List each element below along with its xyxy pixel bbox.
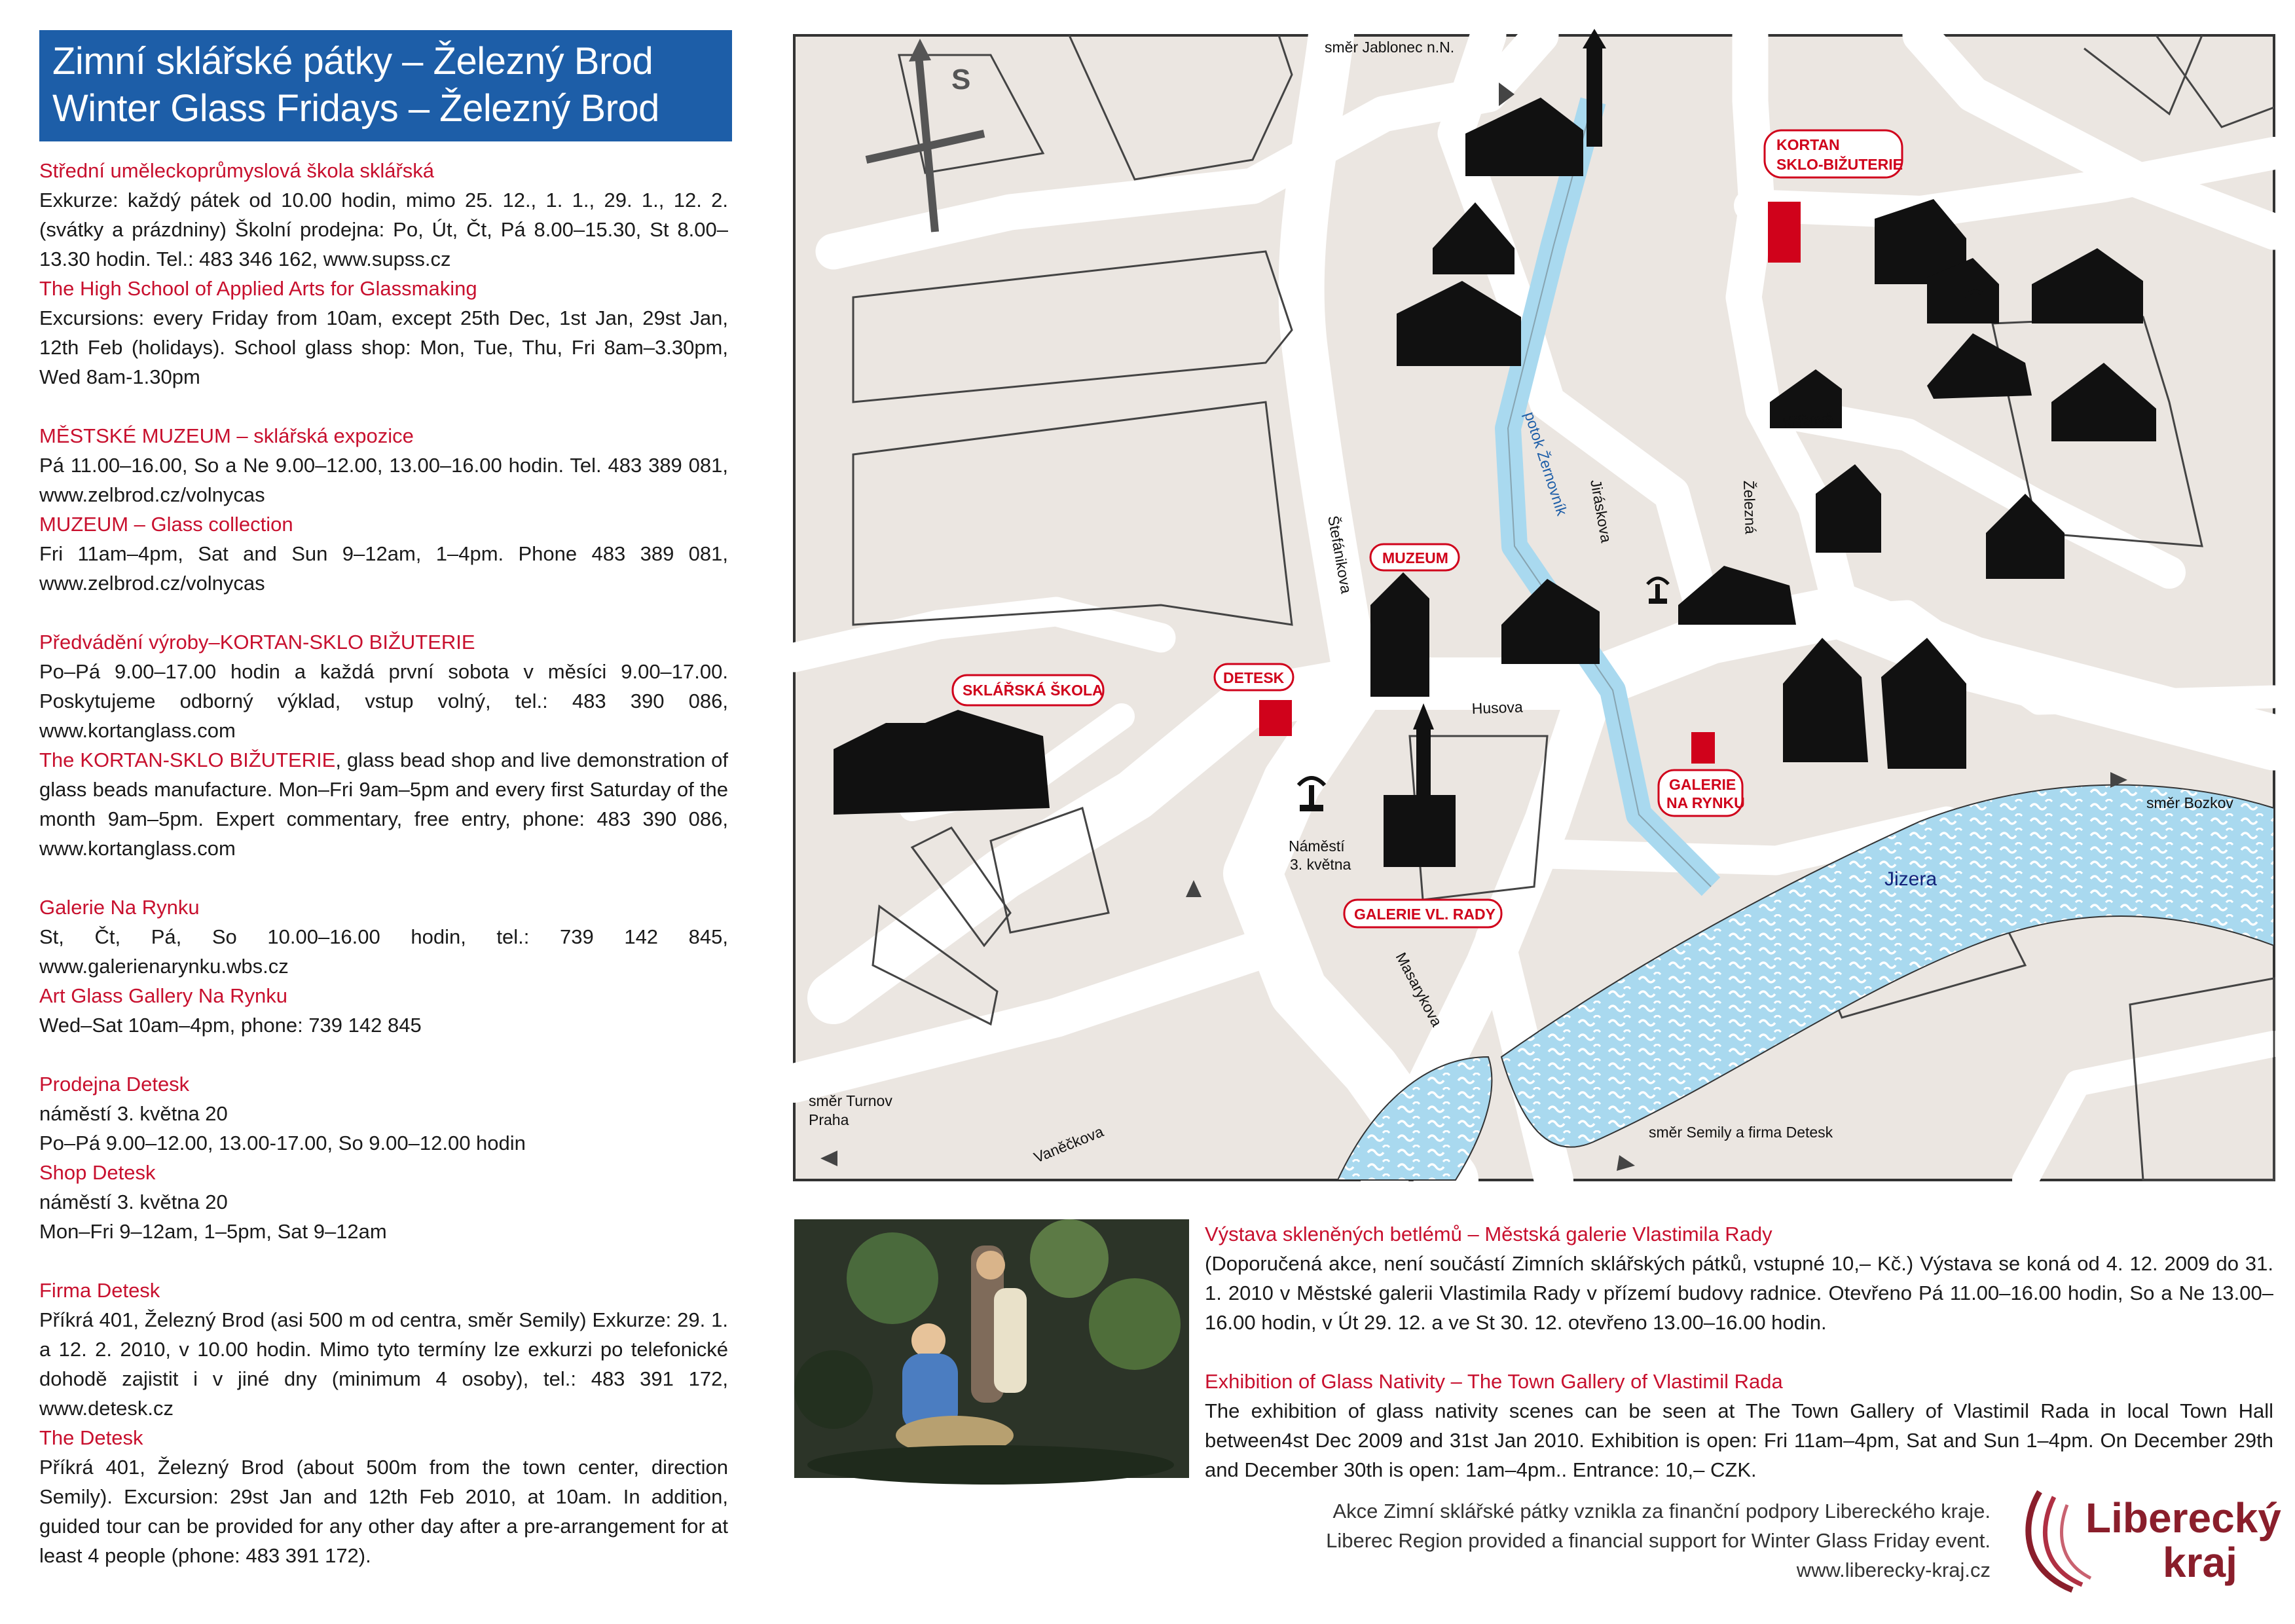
street-masarykova: Masarykova — [1392, 950, 1446, 1029]
street-jiraskova: Jiráskova — [1587, 478, 1615, 544]
poi-skola-label[interactable] — [953, 675, 1103, 705]
exhibition-heading-cz: Výstava skleněných betlémů – Městská galerie Vlastimila Rady — [1205, 1223, 1772, 1246]
section-heading-cz: Galerie Na Rynku — [39, 896, 200, 919]
section-text-en: Excursions: every Friday from 10am, except 25th Dec, 1st Jan, 29st Jan, 12th Feb (holidays). School glass shop: Mon, Tue, Thu, Fri 8am–3.30pm, Wed 8am-1.30pm — [39, 306, 728, 388]
logo-text-1: Liberecký — [2085, 1494, 2281, 1541]
street-vaneckova: Vaněčkova — [1031, 1122, 1106, 1166]
river-label: Jizera — [1884, 868, 1937, 890]
funding-url[interactable]: www.liberecky-kraj.cz — [1796, 1559, 1991, 1581]
section-glass-school — [39, 156, 728, 392]
poi-kortan-marker[interactable] — [1768, 202, 1801, 263]
section-text-en-rest: , glass bead shop and live demonstration of glass beads manufacture. Mon–Fri 9am–5pm and every first Saturday of the month 9am–5pm. Expert commentary, free entry, phone: 483 390 086, www.kortanglass.com — [39, 748, 728, 860]
nativity-photo — [794, 1219, 1189, 1478]
exhibition-text-en: The exhibition of glass nativity scenes can be seen at The Town Gallery of Vlastimil Rada in local Town Hall between4st Dec 2009 and 31st Jan 2010. Exhibition is open: Fri 11am–4pm, Sat and Sun 1–4pm. On December 29th and December 30th is open: 1am–4pm.. Entrance: 10,– CZK. — [1205, 1399, 2273, 1481]
section-text-en — [39, 745, 728, 863]
exhibition-info — [1205, 1219, 2273, 1485]
street-husova: Husova — [1471, 698, 1524, 717]
street-krizova: Křížová — [1781, 409, 1835, 432]
street-zelezna: Železná — [1740, 480, 1759, 534]
compass-label: S — [951, 64, 971, 96]
svg-text:SKLÁŘSKÁ ŠKOLA: SKLÁŘSKÁ ŠKOLA — [963, 682, 1103, 699]
section-text-cz: náměstí 3. května 20 Po–Pá 9.00–12.00, 13.00-17.00, So 9.00–12.00 hodin — [39, 1102, 526, 1154]
section-museum — [39, 421, 728, 598]
poi-detesk-marker[interactable] — [1259, 700, 1292, 736]
section-heading-cz: Prodejna Detesk — [39, 1073, 190, 1096]
logo-text-2: kraj — [2163, 1539, 2237, 1586]
poi-muzeum-label[interactable] — [1370, 544, 1459, 570]
poi-rady-label[interactable] — [1344, 900, 1501, 927]
section-text-en: náměstí 3. května 20 Mon–Fri 9–12am, 1–5pm, Sat 9–12am — [39, 1190, 387, 1243]
section-text-en: Fri 11am–4pm, Sat and Sun 9–12am, 1–4pm. Phone 483 389 081, www.zelbrod.cz/volnycas — [39, 542, 728, 595]
funding-line-en: Liberec Region provided a financial support for Winter Glass Friday event. — [1326, 1529, 1991, 1552]
exhibition-text-cz: (Doporučená akce, není součástí Zimních sklářských pátků, vstupné 10,– Kč.) Výstava se koná od 4. 12. 2009 do 31. 1. 2010 v Městské galerii Vlastimila Rady v přízemí budovy radnice. Otevřeno Pá 11.00–16.00 hodin, So a Ne 13.00–16.00 hodin, v Út 29. 12. a ve St 30. 12. otevřeno 13.00–16.00 hodin. — [1205, 1252, 2273, 1334]
poi-kortan-label[interactable] — [1765, 130, 1903, 177]
direction-semily: směr Semily a firma Detesk — [1649, 1124, 1833, 1141]
funding-note — [1205, 1496, 1991, 1585]
direction-bozkov: směr Bozkov — [2146, 794, 2233, 811]
section-heading-en: MUZEUM – Glass collection — [39, 513, 293, 536]
liberecky-kraj-logo — [2013, 1485, 2281, 1596]
poi-detesk-label[interactable] — [1215, 664, 1293, 690]
square-label-2: 3. května — [1290, 856, 1351, 873]
exhibition-heading-en: Exhibition of Glass Nativity – The Town Gallery of Vlastimil Rada — [1205, 1370, 1783, 1393]
section-text-en: Wed–Sat 10am–4pm, phone: 739 142 845 — [39, 1014, 422, 1037]
svg-text:GALERIE: GALERIE — [1669, 776, 1736, 793]
poi-rynku-marker[interactable] — [1691, 732, 1715, 764]
section-heading-cz: Firma Detesk — [39, 1279, 160, 1302]
venue-list — [39, 156, 728, 1600]
town-map — [794, 35, 2274, 1180]
svg-text:MUZEUM: MUZEUM — [1382, 549, 1448, 566]
section-text-cz: St, Čt, Pá, So 10.00–16.00 hodin, tel.: 739 142 845, www.galerienarynku.wbs.cz — [39, 925, 728, 978]
section-kortan — [39, 627, 728, 863]
section-heading-en: The Detesk — [39, 1426, 143, 1449]
funding-line-cz: Akce Zimní sklářské pátky vznikla za finanční podpory Libereckého kraje. — [1332, 1500, 1991, 1522]
section-heading-cz: Střední uměleckoprůmyslová škola sklářská — [39, 159, 435, 182]
section-shop-detesk — [39, 1069, 728, 1246]
svg-text:SKLO-BIŽUTERIE: SKLO-BIŽUTERIE — [1776, 156, 1903, 173]
svg-text:DETESK: DETESK — [1223, 669, 1285, 686]
direction-praha: Praha — [809, 1111, 849, 1128]
section-firm-detesk — [39, 1276, 728, 1570]
section-heading-en: The KORTAN-SKLO BIŽUTERIE — [39, 748, 336, 771]
section-text-cz: Příkrá 401, Železný Brod (asi 500 m od centra, směr Semily) Exkurze: 29. 1. a 12. 2. 2010, v 10.00 hodin. Mimo tyto termíny lze exkurzi po telefonické dohodě zajistit i v jiné dny (minimum 4 osoby), tel.: 483 391 172, www.detesk.cz — [39, 1308, 728, 1420]
section-text-cz: Po–Pá 9.00–17.00 hodin a každá první sobota v měsíci 9.00–17.00. Poskytujeme odborný výklad, vstup volný, tel.: 483 390 086, www.kortanglass.com — [39, 660, 728, 742]
direction-jablonec: směr Jablonec n.N. — [1325, 39, 1455, 56]
stream-label: potok Žernovník — [1521, 409, 1571, 518]
title-czech: Zimní sklářské pátky – Železný Brod — [52, 40, 653, 83]
title-english: Winter Glass Fridays – Železný Brod — [52, 87, 659, 130]
square-label-1: Náměstí — [1289, 838, 1345, 855]
title-banner — [39, 30, 732, 141]
svg-text:NA RYNKU: NA RYNKU — [1666, 794, 1745, 811]
section-gallery-rynku — [39, 893, 728, 1040]
section-heading-en: The High School of Applied Arts for Glassmaking — [39, 277, 477, 300]
section-heading-en: Art Glass Gallery Na Rynku — [39, 984, 287, 1007]
svg-text:GALERIE VL. RADY: GALERIE VL. RADY — [1354, 906, 1496, 923]
svg-text:KORTAN: KORTAN — [1776, 136, 1840, 153]
poi-rynku-label[interactable] — [1659, 770, 1745, 816]
section-heading-en: Shop Detesk — [39, 1161, 156, 1184]
section-text-cz: Pá 11.00–16.00, So a Ne 9.00–12.00, 13.00–16.00 hodin. Tel. 483 389 081, www.zelbrod.cz/volnycas — [39, 454, 728, 506]
street-stefanikova: Štefánikova — [1325, 514, 1355, 595]
section-text-cz: Exkurze: každý pátek od 10.00 hodin, mimo 25. 12., 1. 1., 29. 1., 12. 2. (svátky a prázdniny) Školní prodejna: Po, Út, Čt, Pá 8.00–15.30, St 8.00–13.30 hodin. Tel.: 483 346 162, www.supss.cz — [39, 189, 728, 270]
section-heading-cz: MĚSTSKÉ MUZEUM – sklářská expozice — [39, 424, 414, 447]
section-text-en: Příkrá 401, Železný Brod (about 500m from the town center, direction Semily). Excursion: 29st Jan and 12th Feb 2010, at 10am. In addition, guided tour can be provided for any other day after a pre-arrangement for at least 4 people (phone: 483 391 172). — [39, 1456, 728, 1567]
direction-turnov: směr Turnov — [809, 1092, 892, 1109]
section-heading-cz: Předvádění výroby–KORTAN-SKLO BIŽUTERIE — [39, 631, 475, 654]
